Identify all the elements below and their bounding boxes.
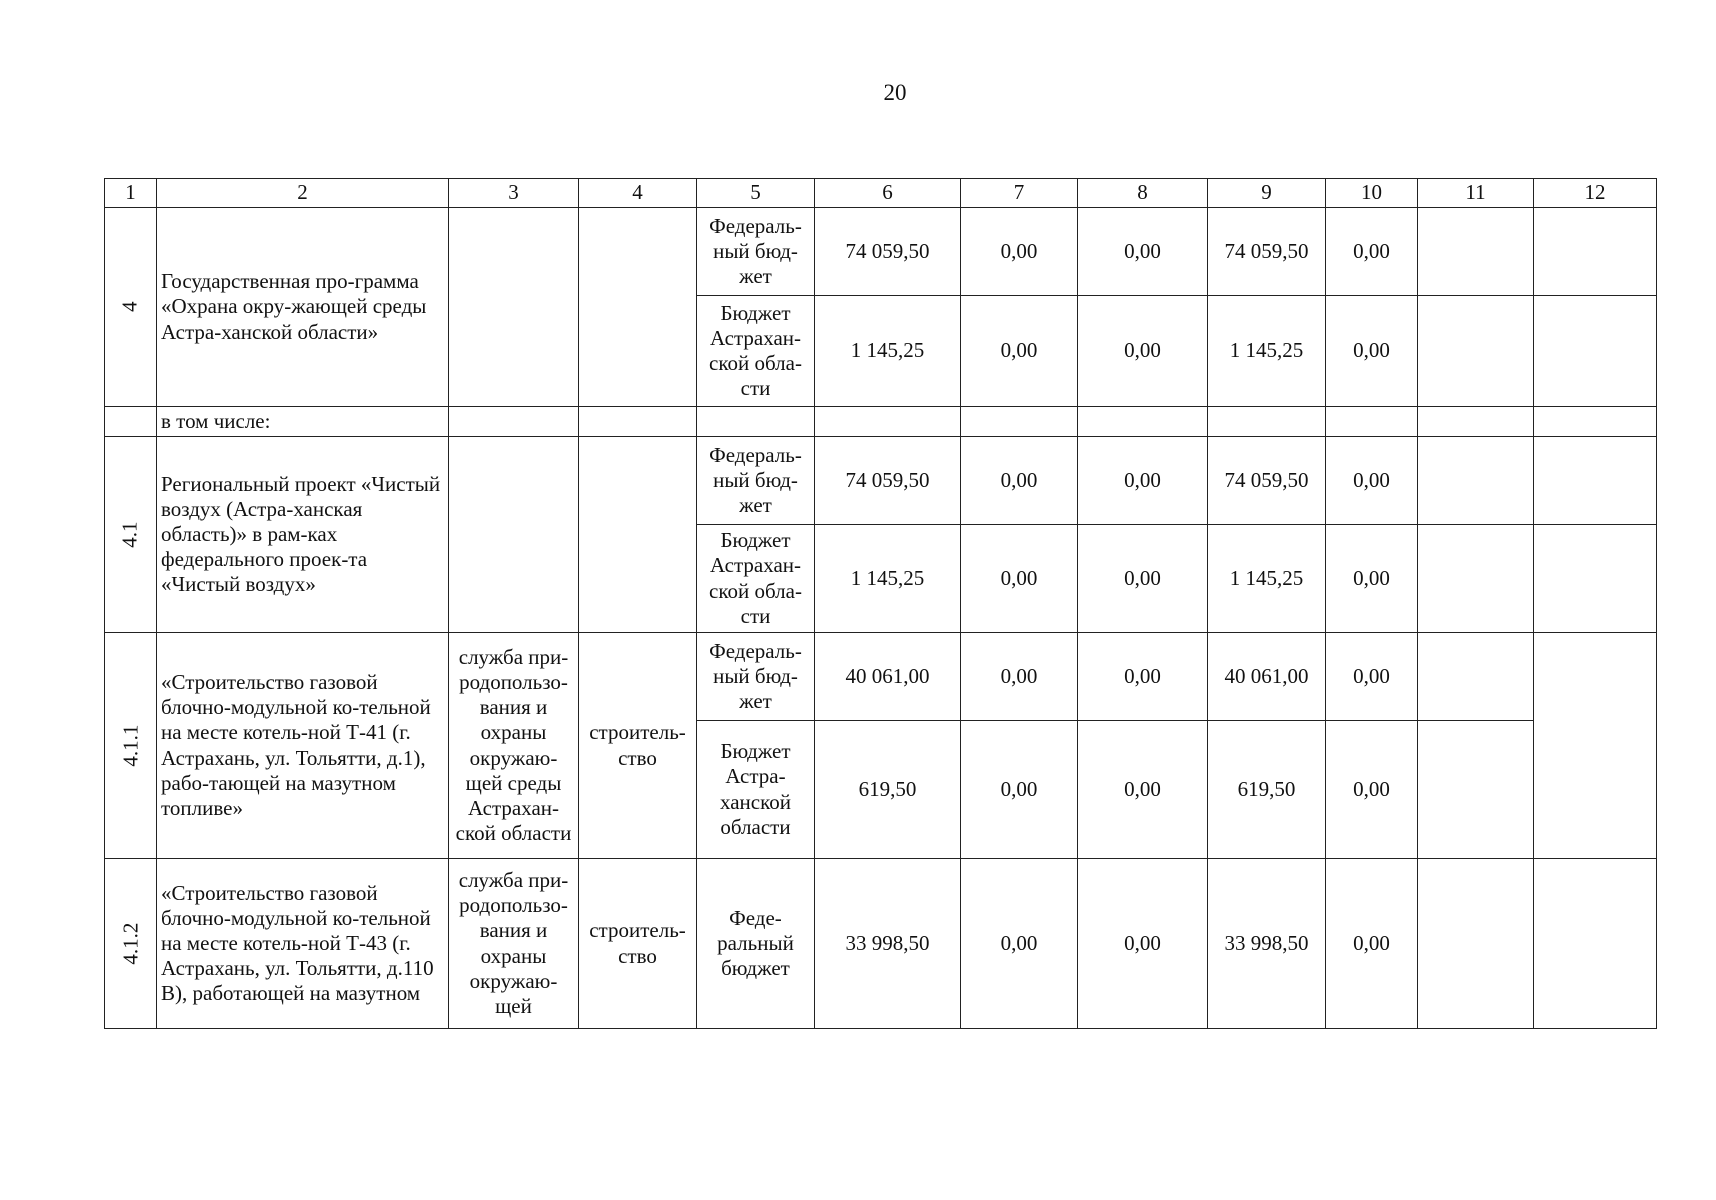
table-row xyxy=(105,437,1657,525)
value-cell: 0,00 xyxy=(1078,208,1208,296)
value-cell xyxy=(1418,721,1534,859)
row-index xyxy=(105,407,157,437)
value-cell xyxy=(1418,525,1534,633)
value-cell: 0,00 xyxy=(961,296,1078,407)
value-cell: 0,00 xyxy=(1078,721,1208,859)
row-name: «Строительство газовой блочно-модульной ко-тельной на месте котель-ной Т-43 (г. Астрахань, ул. Тольятти, д.110 В), работающей на мазутном xyxy=(157,859,449,1029)
row-kind: строитель-ство xyxy=(579,633,697,859)
column-number: 1 xyxy=(105,179,157,208)
value-cell xyxy=(1534,437,1657,525)
table-row xyxy=(105,407,1657,437)
value-cell: 1 145,25 xyxy=(1208,525,1326,633)
value-cell xyxy=(1534,208,1657,296)
column-number: 5 xyxy=(697,179,815,208)
value-cell: 619,50 xyxy=(815,721,961,859)
value-cell: 0,00 xyxy=(1078,859,1208,1029)
funding-source: Федераль-ный бюд-жет xyxy=(697,208,815,296)
row-responsible: служба при-родопользо-вания и охраны окружаю-щей среды Астрахан-ской области xyxy=(449,633,579,859)
row-name: Государственная про-грамма «Охрана окру-жающей среды Астра-ханской области» xyxy=(157,208,449,407)
value-cell: 0,00 xyxy=(1326,296,1418,407)
row-responsible xyxy=(449,437,579,633)
value-cell: 0,00 xyxy=(961,633,1078,721)
row-kind xyxy=(579,437,697,633)
value-cell xyxy=(1534,525,1657,633)
value-cell: 0,00 xyxy=(1078,437,1208,525)
value-cell xyxy=(1534,296,1657,407)
value-cell: 0,00 xyxy=(961,859,1078,1029)
value-cell: 74 059,50 xyxy=(1208,437,1326,525)
value-cell: 40 061,00 xyxy=(815,633,961,721)
column-number: 6 xyxy=(815,179,961,208)
funding-source: Федераль-ный бюд-жет xyxy=(697,437,815,525)
value-cell: 0,00 xyxy=(961,208,1078,296)
value-cell: 0,00 xyxy=(1326,208,1418,296)
table-row xyxy=(105,208,1657,296)
value-cell: 0,00 xyxy=(1326,721,1418,859)
page-number: 20 xyxy=(883,80,907,105)
value-cell: 0,00 xyxy=(1326,633,1418,721)
value-cell: 74 059,50 xyxy=(1208,208,1326,296)
column-number: 2 xyxy=(157,179,449,208)
value-cell: 0,00 xyxy=(1078,296,1208,407)
table-row xyxy=(105,859,1657,1029)
column-number: 4 xyxy=(579,179,697,208)
row-index: 4.1.1 xyxy=(105,633,157,859)
value-cell: 1 145,25 xyxy=(1208,296,1326,407)
value-cell: 0,00 xyxy=(1326,437,1418,525)
value-cell: 0,00 xyxy=(961,437,1078,525)
value-cell xyxy=(1534,859,1657,1029)
subheader-label: в том числе: xyxy=(157,407,449,437)
value-cell xyxy=(1418,208,1534,296)
column-number: 9 xyxy=(1208,179,1326,208)
value-cell: 0,00 xyxy=(961,721,1078,859)
budget-table xyxy=(104,178,1657,1029)
column-number: 12 xyxy=(1534,179,1657,208)
value-cell: 0,00 xyxy=(1078,525,1208,633)
row-index: 4.1.2 xyxy=(105,859,157,1029)
row-name: Региональный проект «Чистый воздух (Астра-ханская область)» в рам-ках федерального проек-та «Чистый воздух» xyxy=(157,437,449,633)
row-kind xyxy=(579,208,697,407)
value-cell: 74 059,50 xyxy=(815,208,961,296)
row-responsible: служба при-родопользо-вания и охраны окружаю-щей xyxy=(449,859,579,1029)
funding-source: Федераль-ный бюд-жет xyxy=(697,633,815,721)
row-index: 4.1 xyxy=(105,437,157,633)
column-number: 10 xyxy=(1326,179,1418,208)
row-kind: строитель-ство xyxy=(579,859,697,1029)
value-cell: 33 998,50 xyxy=(815,859,961,1029)
row-index: 4 xyxy=(105,208,157,407)
value-cell xyxy=(1418,437,1534,525)
column-number: 3 xyxy=(449,179,579,208)
row-responsible xyxy=(449,208,579,407)
value-cell: 1 145,25 xyxy=(815,525,961,633)
value-cell: 74 059,50 xyxy=(815,437,961,525)
value-cell xyxy=(1418,859,1534,1029)
funding-source: Бюджет Астрахан-ской обла-сти xyxy=(697,525,815,633)
value-cell: 619,50 xyxy=(1208,721,1326,859)
value-cell: 1 145,25 xyxy=(815,296,961,407)
value-cell: 40 061,00 xyxy=(1208,633,1326,721)
value-cell: 0,00 xyxy=(1326,859,1418,1029)
value-cell: 33 998,50 xyxy=(1208,859,1326,1029)
column-number: 11 xyxy=(1418,179,1534,208)
funding-source: Бюджет Астрахан-ской обла-сти xyxy=(697,296,815,407)
funding-source: Феде-ральный бюджет xyxy=(697,859,815,1029)
table-row xyxy=(105,633,1657,721)
funding-source: Бюджет Астра-ханской области xyxy=(697,721,815,859)
value-cell: 0,00 xyxy=(961,525,1078,633)
row-name: «Строительство газовой блочно-модульной ко-тельной на месте котель-ной Т-41 (г. Астрахань, ул. Тольятти, д.1), рабо-тающей на мазутном топливе» xyxy=(157,633,449,859)
value-cell xyxy=(1418,296,1534,407)
column-number-row xyxy=(105,179,1657,208)
value-cell: 0,00 xyxy=(1078,633,1208,721)
value-cell: 0,00 xyxy=(1326,525,1418,633)
value-cell xyxy=(1418,633,1534,721)
column-number: 8 xyxy=(1078,179,1208,208)
column-number: 7 xyxy=(961,179,1078,208)
value-cell xyxy=(1534,633,1657,859)
